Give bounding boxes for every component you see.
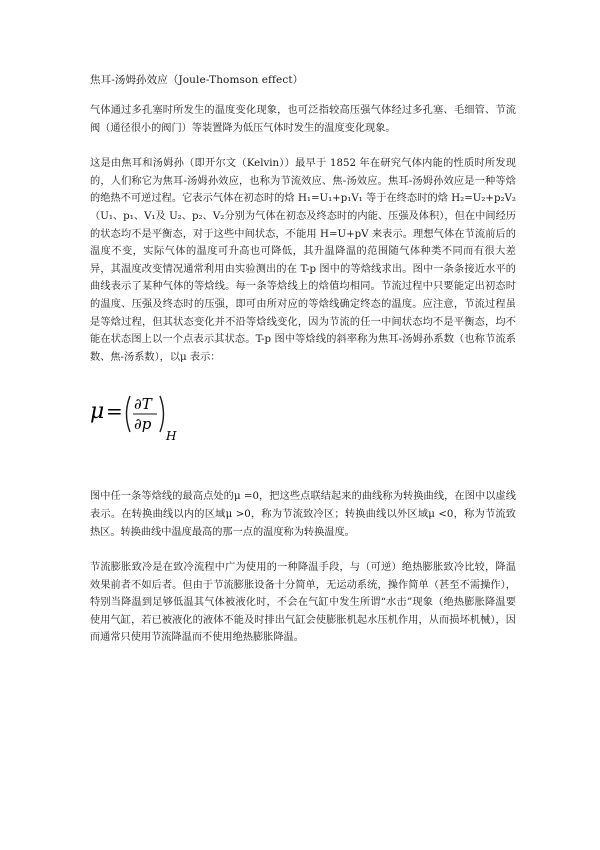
formula-right-paren (160, 396, 164, 432)
paragraph-throttling-refrigeration: 节流膨胀致冷是在致冷流程中广为使用的一种降温手段，与（可逆）绝热膨胀致冷比较，降温效果前者不如后者。但由于节流膨胀设备十分简单，无运动系统，操作简单（甚至不需操作），特别当降温到足够低温其气体被液化时，不会在气缸中发生所谓“水击”现象（绝热膨胀降温要使用气缸，若已被液化的液体不能及时排出气缸会使膨胀机起水压机作用，从而损坏机械），因而通常只使用节流降温而不使用绝热膨胀降温。 (90, 562, 516, 644)
document-page (90, 72, 516, 647)
formula-left-paren (127, 396, 131, 432)
formula-mu: μ (90, 399, 105, 425)
formula-graphic (90, 382, 210, 452)
paragraph-history: 这是由焦耳和汤姆孙（即开尔文（Kelvin））最早于 1852 年在研究气体内能的性质时所发现的，人们称它为焦耳-汤姆孙效应，也称为节流效应、焦-汤效应。焦耳-汤姆孙效应是一种等焓的绝热不可逆过程。它表示气体在初态时的焓 H₁=U₁+p₁V₁ 等于在终态时的焓 H₂=U₂+p₂V₂（U₁、p₁、V₁及 U₂、p₂、V₂分别为气体在初态及终态时的内能、压强及体积），但在中间经历的状态均不是平衡态，对于这些中间状态，不能用 H=U+pV 来表示。理想气体在节流前后的温度不变，实际气体的温度可升高也可降低，其升温降温的范围随气体种类不同而有很大差异，其温度改变情况通常利用由实验测出的在 T-p 图中的等焓线求出。图中一条条接近水平的曲线表示了某种气体的等焓线。每一条等焓线上的焓值均相同。节流过程中只要能定出初态时的温度、压强及终态时的压强，即可由所对应的等焓线确定终态的温度。应注意，节流过程虽是等焓过程，但其状态变化并不沿等焓线变化，因为节流的任一中间状态均不是平衡态，均不能在状态图上以一个点表示其状态。T-p 图中等焓线的斜率称为焦耳-汤姆孙系数（也称节流系数、焦-汤系数），以μ 表示： (90, 158, 516, 363)
formula-equals: = (106, 399, 123, 424)
joule-thomson-coefficient-formula (90, 372, 516, 458)
formula-numerator: ∂T (134, 395, 152, 414)
formula-subscript: H (166, 429, 177, 444)
paragraph-inversion-curve: 图中任一条等焓线的最高点处的μ =0，把这些点联结起来的曲线称为转换曲线，在图中以虚线表示。在转换曲线以内的区域μ >0，称为节流致冷区；转换曲线以外区域μ <0，称为节流致热区。转换曲线中温度最高的那一点的温度称为转换温度。 (90, 491, 516, 538)
paragraph-definition: 气体通过多孔塞时所发生的温度变化现象，也可泛指较高压强气体经过多孔塞、毛细管、节流阀（通径很小的阀门）等装置降为低压气体时发生的温度变化现象。 (90, 105, 516, 134)
formula-denominator: ∂p (134, 415, 152, 434)
document-title: 焦耳-汤姆孙效应（Joule-Thomson effect） (90, 74, 304, 86)
